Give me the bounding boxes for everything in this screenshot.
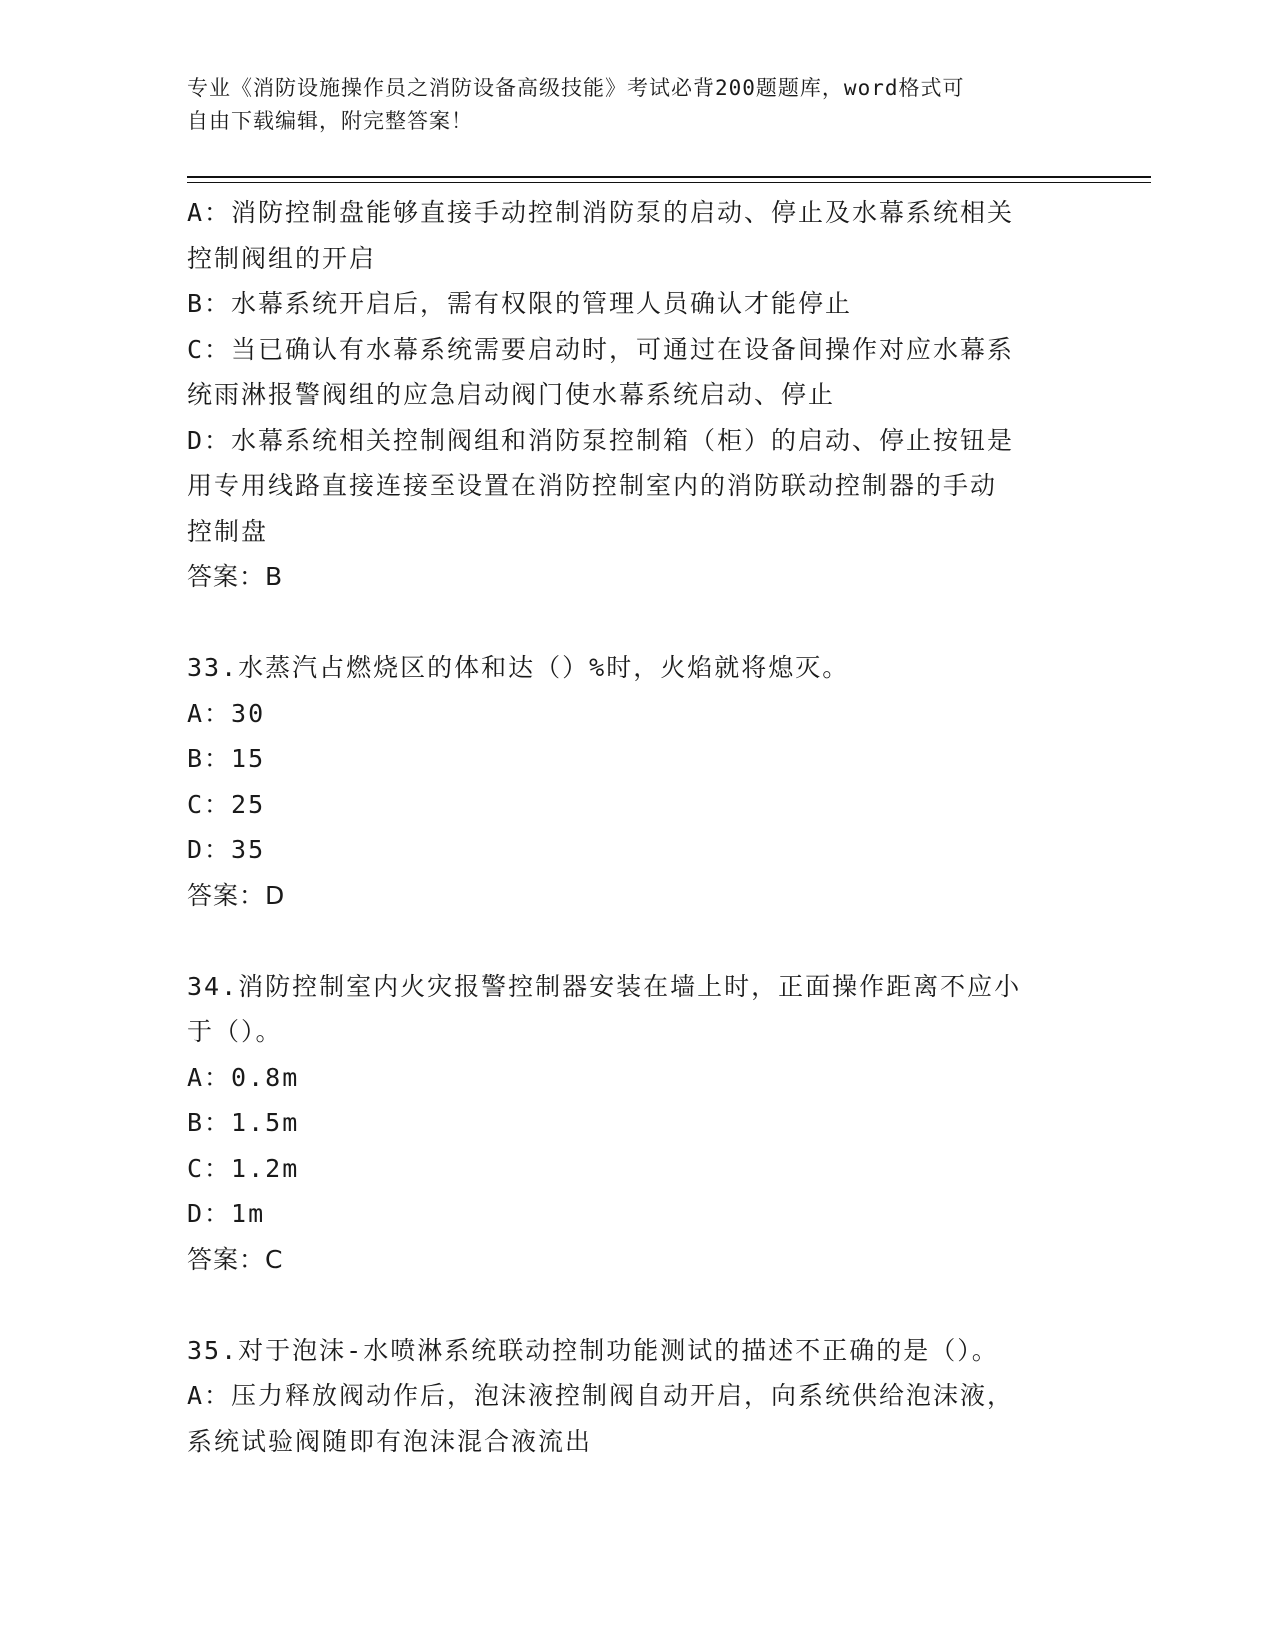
answer-label: 答案：B [187,562,284,591]
spacer [187,1282,1087,1328]
option-b: B：水幕系统开启后，需有权限的管理人员确认才能停止 [187,289,853,318]
option-b: B：1.5m [187,1108,300,1137]
spacer [187,600,1087,646]
option-c: C：25 [187,789,266,819]
question-33-block [187,645,1087,918]
option-a-line-1: A：消防控制盘能够直接手动控制消防泵的启动、停止及水幕系统相关 [187,198,1015,227]
option-a-line-2: 系统试验阀随即有泡沫混合液流出 [187,1426,593,1456]
option-d-line-2: 用专用线路直接连接至设置在消防控制室内的消防联动控制器的手动 [187,471,998,500]
header-line-1: 专业《消防设施操作员之消防设备高级技能》考试必背200题题库，word格式可 [187,76,965,100]
question-text: 35.对于泡沫-水喷淋系统联动控制功能测试的描述不正确的是（）。 [187,1335,999,1365]
answer-label: 答案：C [187,1244,284,1274]
question-list [187,190,1087,1464]
option-c-line-1: C：当已确认有水幕系统需要启动时，可通过在设备间操作对应水幕系 [187,334,1015,364]
page-header [187,72,1067,138]
option-d-line-1: D：水幕系统相关控制阀组和消防泵控制箱（柜）的启动、停止按钮是 [187,425,1015,455]
header-divider-thick [187,176,1151,178]
option-d-line-3: 控制盘 [187,516,269,546]
option-d: D：1m [187,1199,266,1228]
question-34-block [187,964,1087,1283]
answer-label: 答案：D [187,880,286,910]
question-text: 33.水蒸汽占燃烧区的体和达（）%时，火焰就将熄灭。 [187,653,850,682]
header-line-2: 自由下载编辑，附完整答案！ [187,109,473,133]
option-d: D：35 [187,835,266,864]
option-a-line-1: A：压力释放阀动作后，泡沫液控制阀自动开启，向系统供给泡沫液， [187,1381,1015,1410]
question-text-line-2: 于（）。 [187,1017,283,1046]
option-b: B：15 [187,744,266,773]
option-a: A：0.8m [187,1062,300,1092]
option-c: C：1.2m [187,1153,300,1183]
question-text-line-1: 34.消防控制室内火灾报警控制器安装在墙上时，正面操作距离不应小 [187,971,1022,1001]
question-32-block [187,190,1087,600]
spacer [187,918,1087,964]
option-a-line-2: 控制阀组的开启 [187,243,377,273]
header-divider-thin [187,182,1151,183]
question-35-block [187,1328,1087,1465]
option-c-line-2: 统雨淋报警阀组的应急启动阀门使水幕系统启动、停止 [187,380,836,409]
option-a: A：30 [187,698,266,728]
